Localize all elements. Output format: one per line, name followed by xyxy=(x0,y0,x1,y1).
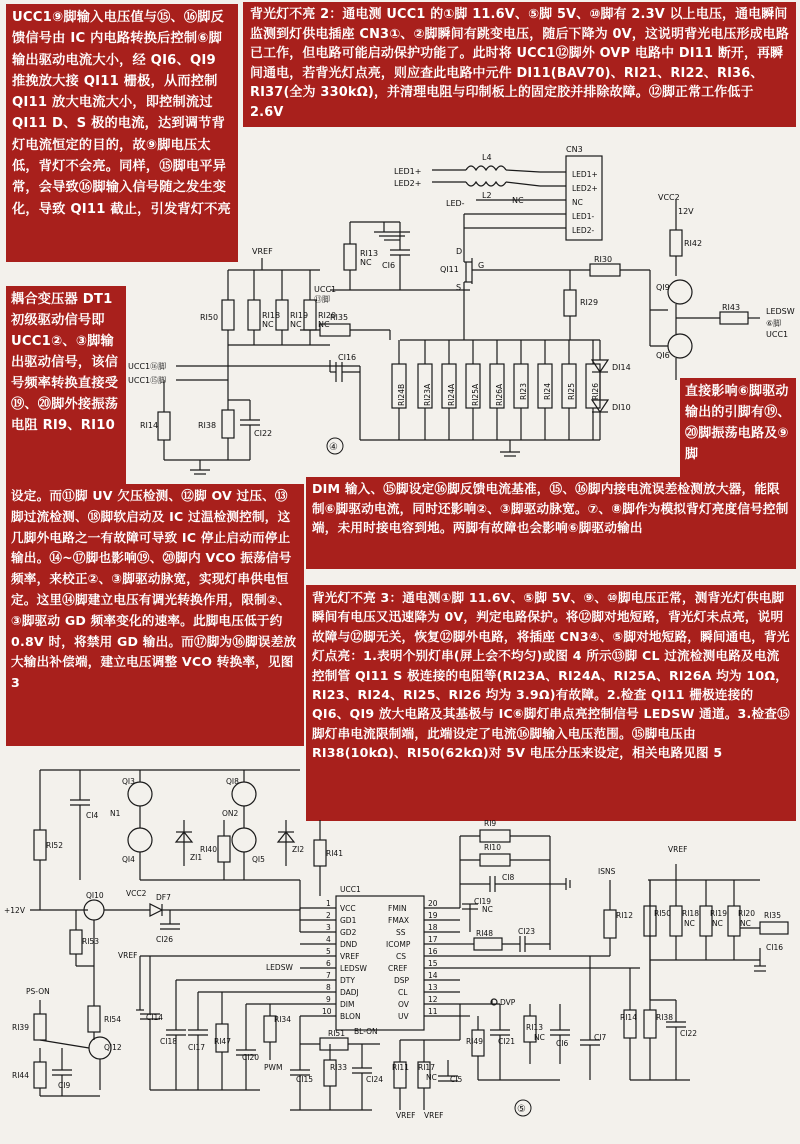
inductor-l4 xyxy=(466,166,506,170)
label-ri17: RI17 xyxy=(418,1063,435,1072)
resistor-ri42 xyxy=(670,230,682,256)
label-s: S xyxy=(456,283,462,292)
pin-name-17: ICOMP xyxy=(386,940,411,949)
cn3-label: CN3 xyxy=(566,145,583,154)
label-ri33: RI33 xyxy=(330,1063,347,1072)
pin-name-6: LEDSW xyxy=(340,964,367,973)
transistor-qi9 xyxy=(668,280,692,304)
cn3-pin-4: LED1- xyxy=(572,212,595,221)
label-vcc2: VCC2 xyxy=(126,889,147,898)
resistor-ri38-b xyxy=(644,1010,656,1038)
pin-name-15: CREF xyxy=(388,964,408,973)
label-ri24a: RI24A xyxy=(447,383,456,406)
note-dim-input: DIM 输入、⑮脚设定⑯脚反馈电流基准，⑮、⑯脚内接电流误差检测放大器，能限制⑥脚驱动电流，同时还影响②、③脚驱动脉宽。⑦、⑧脚作为模拟背灯亮度信号控制端，未用时接电容到地。两脚有故障也会影响⑥脚驱动输出 xyxy=(306,477,796,569)
pin-num-1: 1 xyxy=(326,899,331,908)
label-ri38: RI38 xyxy=(198,421,217,430)
resistor-ri14 xyxy=(158,412,170,440)
label-ci4: CI4 xyxy=(86,811,99,820)
resistor-ri54 xyxy=(88,1006,100,1032)
label-ri17-nc: NC xyxy=(426,1073,437,1082)
pin-name-7: DTY xyxy=(340,976,355,985)
label-ri25a: RI25A xyxy=(471,383,480,406)
cn3-pin-5: LED2- xyxy=(572,226,595,235)
label-n1: N1 xyxy=(110,809,121,818)
note-pin-functions: 设定。而⑪脚 UV 欠压检测、⑫脚 OV 过压、⑬脚过流检测、⑱脚软启动及 IC 过温检测控制，这几脚外电路之一有故障可导致 IC 停止启动而停止输出。⑭~⑰脚也影响⑲、⑳脚内 VCO 振荡信号频率，来校正②、③脚驱动脉宽，实现灯串供电恒定。这里⑭脚建立电压有调光转换作用，限制②、③脚驱动 GD 频率变化的速率。此脚电压低于约 0.8V 时，将禁用 GD 输出。而⑰脚为⑯脚误差放大输出补偿端，建立电压调整 VCO 转换率，见图 3 xyxy=(6,484,304,746)
label-ri18-nc: NC xyxy=(262,320,274,329)
label-ri23a: RI23A xyxy=(423,383,432,406)
label-ri49: RI49 xyxy=(466,1037,483,1046)
resistor-ri43 xyxy=(720,312,748,324)
label-ri54: RI54 xyxy=(104,1015,121,1024)
label-ri50: RI50 xyxy=(200,313,219,322)
pin-name-19: FMAX xyxy=(388,916,410,925)
resistor-ri9 xyxy=(480,830,510,842)
label-ri38-b: RI38 xyxy=(656,1013,673,1022)
pin-num-17: 17 xyxy=(428,935,438,944)
nc-label: NC xyxy=(512,196,524,205)
label-ci16: CI16 xyxy=(338,353,357,362)
label-pwm: PWM xyxy=(264,1063,283,1072)
label-ri53: RI53 xyxy=(82,937,99,946)
pin-num-7: 7 xyxy=(326,971,331,980)
inductor-l2-label: L2 xyxy=(482,191,492,200)
label-ri24b: RI24B xyxy=(397,383,406,406)
resistor-ri18 xyxy=(248,300,260,330)
label-ri19-b: RI19 xyxy=(710,909,727,918)
pin-num-6: 6 xyxy=(326,959,331,968)
label-ri19: RI19 xyxy=(290,311,309,320)
resistor-ri51 xyxy=(320,1038,348,1050)
label-d: D xyxy=(456,247,463,256)
label-ci7: CI7 xyxy=(594,1033,607,1042)
label-ri39: RI39 xyxy=(12,1023,29,1032)
resistor-ri12 xyxy=(604,910,616,938)
pin-name-1: VCC xyxy=(340,904,356,913)
label-ri18-b-nc: NC xyxy=(684,919,695,928)
note-ucc1-pin9: UCC1⑨脚输入电压值与⑮、⑯脚反馈信号由 IC 内电路转换后控制⑥脚输出驱动电流大小，经 QI6、QI9 推挽放大接 QI11 栅极，从而控制 QI11 放大电流大小，即控制流过 QI11 D、S 极的电流，达到调节背灯电流恒定的目的，故⑨脚电压太低，背灯不会亮。同样，⑮脚电平异常，会导致⑯脚输入信号随之发生变化，导致 QI11 截止，引发背灯不亮 xyxy=(6,4,238,262)
label-ri20-b-nc: NC xyxy=(740,919,751,928)
label-vref-right: VREF xyxy=(668,845,688,854)
resistor-ri13 xyxy=(344,244,356,270)
cn3-pin-3: NC xyxy=(572,198,583,207)
figure-5-number: ⑤ xyxy=(517,1104,526,1115)
label-ri23: RI23 xyxy=(519,383,528,400)
ledsw-label: LEDSW xyxy=(766,307,795,316)
pin-name-9: DIM xyxy=(340,1000,355,1009)
pin-num-19: 19 xyxy=(428,911,438,920)
diode-df7 xyxy=(150,904,162,916)
label-ri40: RI40 xyxy=(200,845,217,854)
label-ri13: RI13 xyxy=(360,249,379,258)
ucc1-13-pin: ⑬脚 xyxy=(314,295,330,304)
label-ri26a: RI26A xyxy=(495,383,504,406)
pin-name-20: FMIN xyxy=(388,904,407,913)
pin-name-16: CS xyxy=(396,952,406,961)
label-ci5: CI5 xyxy=(450,1075,463,1084)
label-vref-left: VREF xyxy=(118,951,138,960)
label-ci21: CI21 xyxy=(498,1037,515,1046)
pin-name-13: CL xyxy=(398,988,408,997)
label-bl-on: BL-ON xyxy=(354,1027,378,1036)
pin-num-10: 10 xyxy=(322,1007,332,1016)
pin-name-8: DADJ xyxy=(340,988,359,997)
label-qi3: QI3 xyxy=(122,777,135,786)
pin-name-5: VREF xyxy=(340,952,360,961)
pin-num-11: 11 xyxy=(428,1007,438,1016)
label-ri43: RI43 xyxy=(722,303,741,312)
label-ri19-b-nc: NC xyxy=(712,919,723,928)
ucc1-label: UCC1 xyxy=(340,885,361,894)
label-ci22: CI22 xyxy=(254,429,273,438)
resistor-ri53 xyxy=(70,930,82,954)
label-ri50-b: RI50 xyxy=(654,909,671,918)
pin-num-16: 16 xyxy=(428,947,438,956)
pin-num-9: 9 xyxy=(326,995,331,1004)
inductor-l4-label: L4 xyxy=(482,153,492,162)
label-ci9: CI9 xyxy=(58,1081,71,1090)
label-ri51: RI51 xyxy=(328,1029,345,1038)
transistor-qi6 xyxy=(668,334,692,358)
pin-num-4: 4 xyxy=(326,935,331,944)
label-ci22-b: CI22 xyxy=(680,1029,697,1038)
cn3-pin-1: LED1+ xyxy=(572,170,598,179)
label-ri13-nc: NC xyxy=(534,1033,545,1042)
label-qi11: QI11 xyxy=(440,265,459,274)
label-ri41: RI41 xyxy=(326,849,343,858)
label-ci19-nc: NC xyxy=(482,905,493,914)
label-ci26: CI26 xyxy=(156,935,173,944)
cn3-pin-2: LED2+ xyxy=(572,184,598,193)
resistor-ri48 xyxy=(474,938,502,950)
resistor-ri39 xyxy=(34,1014,46,1040)
pin-name-14: DSP xyxy=(394,976,410,985)
pin-num-15: 15 xyxy=(428,959,438,968)
led-minus-label: LED- xyxy=(446,199,465,208)
label-n2: ON2 xyxy=(222,809,239,818)
ucc1-6-name: UCC1 xyxy=(766,330,789,339)
label-ci16-b: CI16 xyxy=(766,943,783,952)
resistor-ri41 xyxy=(314,840,326,866)
pin-name-12: OV xyxy=(398,1000,409,1009)
pin-num-14: 14 xyxy=(428,971,438,980)
resistor-ri44 xyxy=(34,1062,46,1088)
transistor-qi5 xyxy=(232,828,256,852)
label-ri14-b: RI14 xyxy=(620,1013,637,1022)
label-ci20: CI20 xyxy=(242,1053,259,1062)
transistor-qi4 xyxy=(128,828,152,852)
pin-num-8: 8 xyxy=(326,983,331,992)
note-fault-2: 背光灯不亮 2：通电测 UCC1 的①脚 11.6V、⑤脚 5V、⑩脚有 2.3V 以上电压，通电瞬间监测到灯供电插座 CN3①、②脚瞬间有跳变电压，随后下降为 0V，这说明背光电压形成电路已工作，但电路可能启动保护功能了。此时将 UCC1⑫脚外 OVP 电路中 DI11 断开，再瞬间通电，若背光灯点亮，则应查此电路中元件 DI11(BAV70)、RI21、RI22、RI36、RI37(全为 330kΩ)，并清理电阻与印制板上的固定胶并排除故障。⑫脚正常工作低于 2.6V xyxy=(243,2,796,127)
12v-label: 12V xyxy=(678,207,694,216)
note-fault-3: 背光灯不亮 3：通电测①脚 11.6V、⑤脚 5V、⑨、⑩脚电压正常，测背光灯供电脚瞬间有电压又迅速降为 0V，判定电路保护。将⑫脚对地短路，背光灯未点亮，说明故障与⑫脚无关，恢复⑫脚外电路，将插座 CN3④、⑤脚对地短路，瞬间通电，背光灯点亮：1.表明个别灯串(屏上会不均匀)或图 4 所示⑬脚 CL 过流检测电路及电流控制管 QI11 S 极连接的电阻等(RI23A、RI24A、RI25A、RI26A 均为 10Ω，RI23、RI24、RI25、RI26 均为 3.9Ω)有故障。2.检查 QI11 栅极连接的 QI6、QI9 放大电路及其基极与 IC⑥脚灯串点亮控制信号 LEDSW 通道。3.检查⑮脚灯串电流限制端，此端设定了电流⑯脚输入电压范围。⑮脚电压由 RI38(10kΩ)、RI50(62kΩ)对 5V 电压分压来设定，相关电路见图 5 xyxy=(306,585,796,821)
label-g: G xyxy=(478,261,485,270)
inductor-l2 xyxy=(466,182,506,186)
label-ri47: RI47 xyxy=(214,1037,231,1046)
pin-name-11: UV xyxy=(398,1012,409,1021)
label-qi5: QI5 xyxy=(252,855,265,864)
pin-name-2: GD1 xyxy=(340,916,357,925)
pin-name-4: DND xyxy=(340,940,358,949)
label-ri52: RI52 xyxy=(46,841,63,850)
label-ci14: CI14 xyxy=(146,1013,163,1022)
label-vref-bottom-2: VREF xyxy=(424,1111,444,1120)
ucc1-6-pin: ⑥脚 xyxy=(766,319,782,328)
label-df7: DF7 xyxy=(156,893,171,902)
label-ri35-b: RI35 xyxy=(764,911,781,920)
label-ci6-b: CI6 xyxy=(556,1039,569,1048)
label-ps-on: PS-ON xyxy=(26,987,50,996)
figure-4-number: ④ xyxy=(329,442,338,453)
pin-num-2: 2 xyxy=(326,911,331,920)
label-qi6: QI6 xyxy=(656,351,670,360)
ucc1-16-label: UCC1⑯脚 xyxy=(128,362,167,371)
label-ri9: RI9 xyxy=(484,819,497,828)
vref-label: VREF xyxy=(252,247,273,256)
label-ri18: RI18 xyxy=(262,311,281,320)
label-ri30: RI30 xyxy=(594,255,613,264)
pin-num-18: 18 xyxy=(428,923,438,932)
resistor-ri10 xyxy=(480,854,510,866)
label-qi9: QI9 xyxy=(656,283,670,292)
label-ri34: RI34 xyxy=(274,1015,291,1024)
label-ci15: CI15 xyxy=(296,1075,313,1084)
label-ri26: RI26 xyxy=(591,383,600,400)
label-ci8: CI8 xyxy=(502,873,515,882)
label-di14: DI14 xyxy=(612,363,631,372)
label-ci24: CI24 xyxy=(366,1075,383,1084)
ucc1-13-name: UCC1 xyxy=(314,285,337,294)
label-ri11: RI11 xyxy=(392,1063,409,1072)
resistor-ri35-b xyxy=(760,922,788,934)
label-plus12v: +12V xyxy=(4,906,25,915)
pin-name-10: BLON xyxy=(340,1012,361,1021)
label-qi8: QI8 xyxy=(226,777,239,786)
label-ri13-nc: NC xyxy=(360,258,372,267)
label-ri13-b: RI13 xyxy=(526,1023,543,1032)
resistor-ri38 xyxy=(222,410,234,438)
label-ri10: RI10 xyxy=(484,843,501,852)
label-ledsw: LEDSW xyxy=(266,963,293,972)
vcc2-label: VCC2 xyxy=(658,193,680,202)
resistor-ri18-b xyxy=(670,906,682,936)
label-ri14: RI14 xyxy=(140,421,159,430)
note-pin6-direct: 直接影响⑥脚驱动输出的引脚有⑲、⑳脚振荡电路及⑨脚 xyxy=(680,378,796,490)
label-ri25: RI25 xyxy=(567,383,576,400)
pin-num-3: 3 xyxy=(326,923,331,932)
label-ri42: RI42 xyxy=(684,239,703,248)
label-di10: DI10 xyxy=(612,403,631,412)
resistor-ri30 xyxy=(590,264,620,276)
label-dvp: DVP xyxy=(500,998,516,1007)
label-ri29: RI29 xyxy=(580,298,599,307)
label-ri19-nc: NC xyxy=(290,320,302,329)
label-ci19: CI19 xyxy=(474,897,491,906)
label-ci6: CI6 xyxy=(382,261,396,270)
pin-name-18: SS xyxy=(396,928,406,937)
pin-num-13: 13 xyxy=(428,983,438,992)
label-ci23: CI23 xyxy=(518,927,535,936)
pin-num-12: 12 xyxy=(428,995,438,1004)
label-ri24: RI24 xyxy=(543,383,552,400)
label-ri20: RI20 xyxy=(318,311,337,320)
label-ri18-b: RI18 xyxy=(682,909,699,918)
led1-plus-label: LED1+ xyxy=(394,167,422,176)
resistor-ri50 xyxy=(222,300,234,330)
label-isns: ISNS xyxy=(598,867,616,876)
resistor-ri29 xyxy=(564,290,576,316)
label-ci18: CI18 xyxy=(160,1037,177,1046)
label-ri12: RI12 xyxy=(616,911,633,920)
label-ri44: RI44 xyxy=(12,1071,29,1080)
label-ri35: RI35 xyxy=(330,313,349,322)
label-qi4: QI4 xyxy=(122,855,135,864)
label-ri20-b: RI20 xyxy=(738,909,755,918)
pin-name-3: GD2 xyxy=(340,928,357,937)
pin-num-20: 20 xyxy=(428,899,438,908)
label-ci17: CI17 xyxy=(188,1043,205,1052)
resistor-ri52 xyxy=(34,830,46,860)
label-zi2: ZI2 xyxy=(292,845,305,854)
pin-num-5: 5 xyxy=(326,947,331,956)
label-vref-bottom-1: VREF xyxy=(396,1111,416,1120)
label-qi12: QI12 xyxy=(104,1043,122,1052)
label-qi10: QI10 xyxy=(86,891,104,900)
label-ri48: RI48 xyxy=(476,929,493,938)
label-ri20-nc: NC xyxy=(318,320,330,329)
led2-plus-label: LED2+ xyxy=(394,179,422,188)
note-transformer-dt1: 耦合变压器 DT1 初级驱动信号即 UCC1②、③脚输出驱动信号，该信号频率转换直接受⑲、⑳脚外接振荡电阻 RI9、RI10 xyxy=(6,286,126,503)
label-zi1: ZI1 xyxy=(190,853,203,862)
ucc1-15-label: UCC1⑮脚 xyxy=(128,376,167,385)
resistor-ri40 xyxy=(218,836,230,862)
